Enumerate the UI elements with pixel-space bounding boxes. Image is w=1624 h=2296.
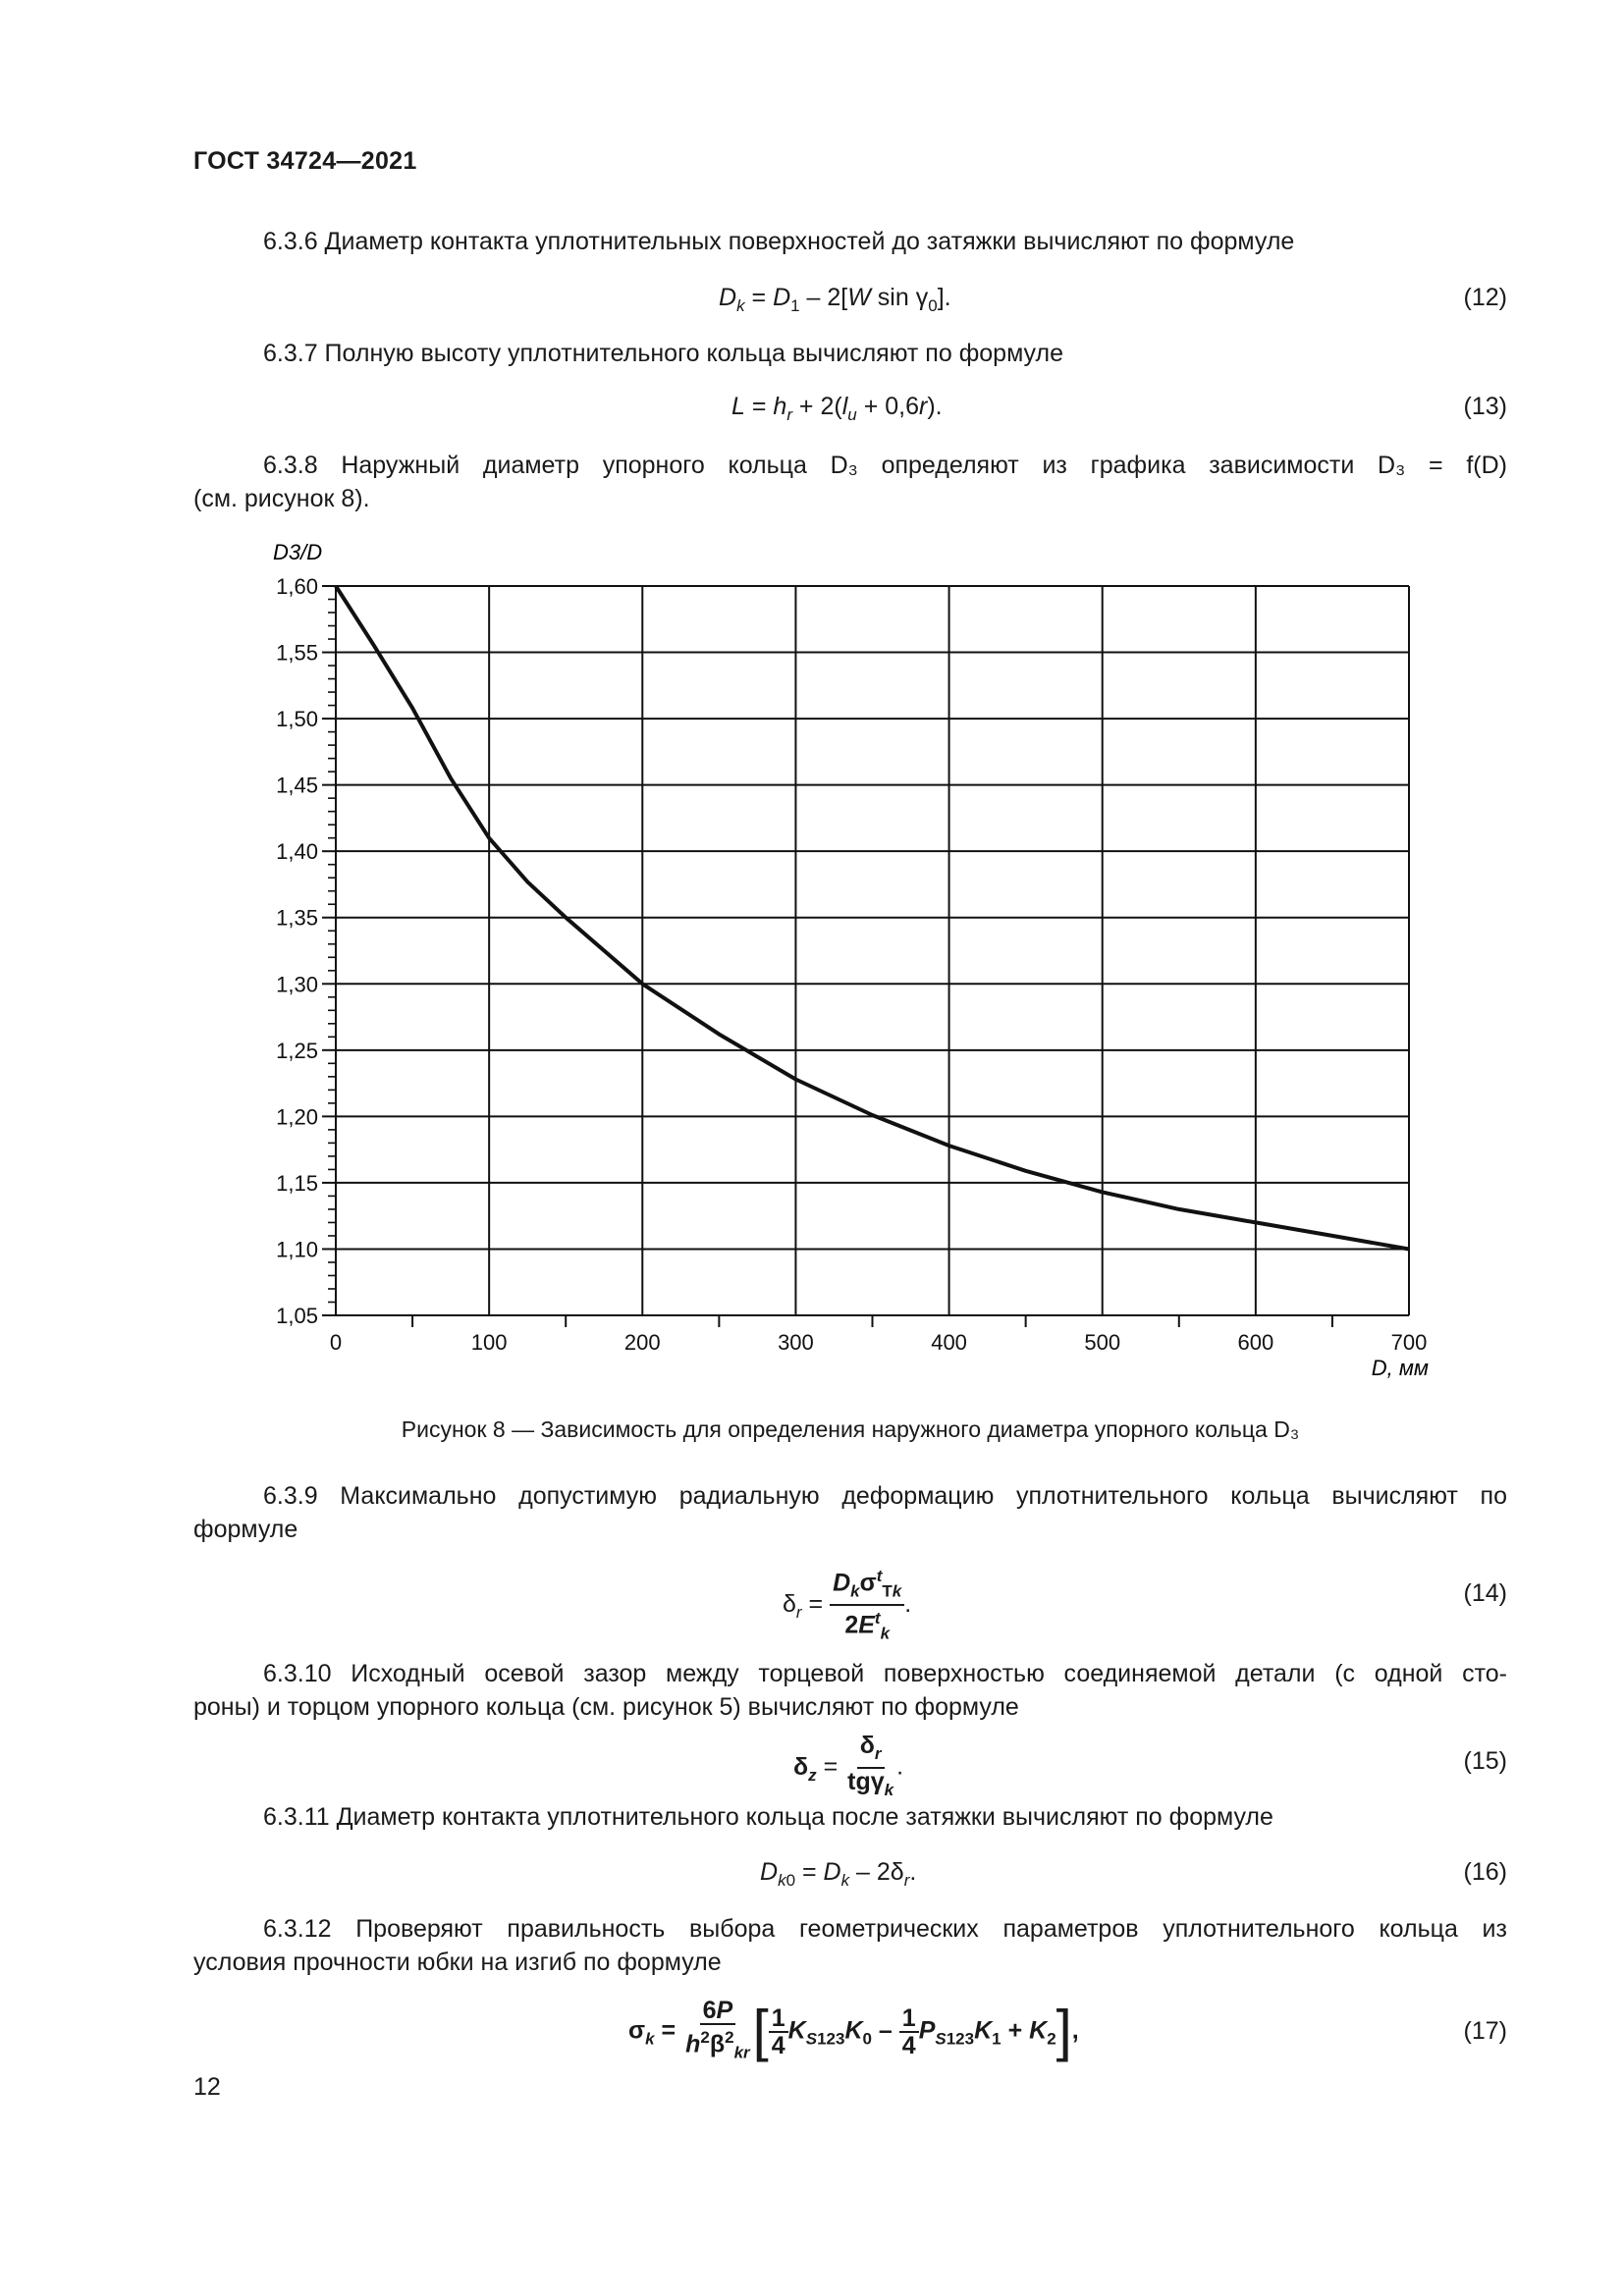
d3-ratio-chart <box>196 530 1473 1394</box>
chart-x-tick-label: 300 <box>778 1330 814 1355</box>
chart-y-tick-label: 1,35 <box>276 905 318 931</box>
document-header: ГОСТ 34724—2021 <box>193 147 417 175</box>
formula-17: $\sigma_k$ = $\frac{6P}{h^2\beta^2_{kr}}$ [ $\frac{1}{4}$ $K_{S123}K_0$ – $\frac{1}{4}$ $P_{S123}K_1 + K_2$], <box>628 1997 1079 2063</box>
equation-number-16: (16) <box>1463 1858 1507 1886</box>
chart-y-tick-label: 1,30 <box>276 972 318 997</box>
chart-y-tick-label: 1,45 <box>276 773 318 798</box>
section-6-3-8-line2: (см. рисунок 8). <box>193 485 370 512</box>
chart-y-tick-label: 1,20 <box>276 1104 318 1130</box>
section-6-3-7: 6.3.7 Полную высоту уплотнительного кольца вычисляют по формуле <box>263 340 1063 367</box>
chart-x-tick-label: 400 <box>931 1330 967 1355</box>
chart-y-tick-label: 1,55 <box>276 640 318 666</box>
chart-x-axis-label: D, мм <box>1371 1356 1429 1380</box>
page-number: 12 <box>193 2073 221 2101</box>
section-6-3-9-line2: формуле <box>193 1516 298 1543</box>
chart-y-tick-label: 1,60 <box>276 574 318 599</box>
chart-x-tick-label: 200 <box>623 1330 661 1355</box>
chart-y-tick-label: 1,15 <box>276 1170 318 1196</box>
chart-minor-ticks <box>328 600 1332 1327</box>
section-6-3-11: 6.3.11 Диаметр контакта уплотнительного кольца после затяжки вычисляют по формуле <box>263 1803 1273 1831</box>
section-6-3-6: 6.3.6 Диаметр контакта уплотнительных поверхностей до затяжки вычисляют по формуле <box>263 228 1295 255</box>
chart-y-tick-label: 1,10 <box>276 1237 318 1262</box>
equation-number-17: (17) <box>1463 2017 1507 2045</box>
chart-y-axis-label: D3/D <box>273 540 323 564</box>
chart-y-tick-label: 1,40 <box>276 839 318 865</box>
formula-16: $D_{k0} = D_k - 2\delta_r$. <box>760 1858 917 1890</box>
chart-y-tick-label: 1,05 <box>276 1304 318 1328</box>
section-6-3-9-line1: 6.3.9 Максимально допустимую радиальную деформацию уплотнительного кольца вычисляют по <box>263 1482 1507 1510</box>
section-6-3-10-line1: 6.3.10 Исходный осевой зазор между торцевой поверхностью соединяемой детали (с одной сто- <box>263 1660 1507 1687</box>
chart-x-tick-label: 500 <box>1084 1330 1121 1355</box>
chart-major-ticks <box>322 586 336 1315</box>
formula-13: $L = h_r + 2(l_u + 0,6r)$. <box>731 393 943 424</box>
chart-y-tick-labels <box>276 574 318 1328</box>
chart-x-tick-label: 0 <box>329 1330 343 1355</box>
equation-number-15: (15) <box>1463 1747 1507 1775</box>
figure-caption: Рисунок 8 — Зависимость для определения наружного диаметра упорного кольца D₃ <box>401 1416 1300 1442</box>
equation-number-14: (14) <box>1463 1579 1507 1607</box>
formula-12: $D_k = D_1 - 2[W$ $\sin \gamma_0$]. <box>719 284 951 315</box>
chart-y-tick-label: 1,25 <box>276 1038 318 1063</box>
equation-number-13: (13) <box>1463 393 1507 420</box>
chart-x-tick-label: 600 <box>1237 1330 1274 1355</box>
section-6-3-10-line2: роны) и торцом упорного кольца (см. рисунок 5) вычисляют по формуле <box>193 1693 1019 1721</box>
section-6-3-8-line1: 6.3.8 Наружный диаметр упорного кольца D₃ определяют из графика зависимости D₃ = f(D) <box>263 452 1507 479</box>
chart-x-tick-labels <box>330 1330 1427 1355</box>
chart-y-tick-label: 1,50 <box>276 707 318 732</box>
chart-x-tick-label: 100 <box>470 1330 508 1355</box>
chart-x-tick-label: 700 <box>1390 1330 1428 1355</box>
section-6-3-12-line1: 6.3.12 Проверяют правильность выбора геометрических параметров уплотнительного кольца из <box>263 1915 1507 1943</box>
formula-15: $\delta_z$ = $\frac{\delta_r}{tg\gamma_k}$ . <box>793 1732 904 1799</box>
formula-14: $\delta_r$ = $\frac{D_k\sigma^t_{Тk}}{2E^t_k}$ . <box>783 1567 912 1643</box>
equation-number-12: (12) <box>1463 284 1507 311</box>
section-6-3-12-line2: условия прочности юбки на изгиб по формуле <box>193 1949 722 1976</box>
chart-grid <box>336 586 1409 1315</box>
